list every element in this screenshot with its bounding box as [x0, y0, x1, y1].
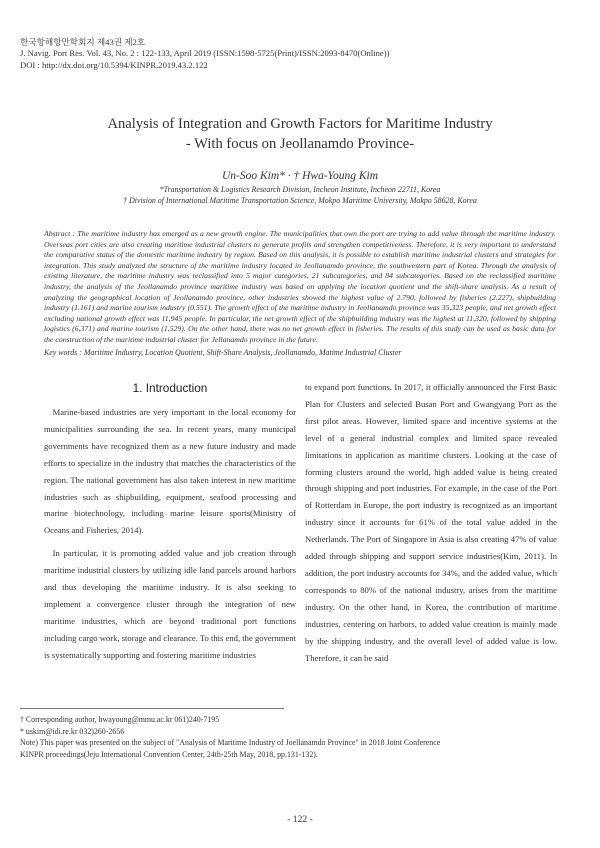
- paragraph: Marine-based industries are very important in the local economy for municipalities surrounding the sea. In recent years, many municipal governments have recognized them as a new future industry and made efforts to specialize in the industry that matches the characteristics of the region. The national government has also taken interest in new maritime industries such as shipbuilding, equipment, seafood processing and marine biotechnology, including marine leisure sports(Ministry of Oceans and Fisheries, 2014).: [44, 407, 296, 536]
- footnote-coauthor: * uskim@idi.re.kr 032)260-2656: [20, 726, 125, 736]
- right-column: [305, 379, 557, 666]
- keywords: Key words : Maritime Industry, Location Quotient, Shift-Share Analysis, Jeollanamdo, Matime Industrial Cluster: [44, 348, 402, 357]
- affiliations: [0, 184, 600, 206]
- paragraph: to expand port functions. In 2017, it officially announced the First Basic Plan for Clusters and selected Busan Port and Gwangyang Port as the first pilot areas. However, limited space and incentive systems at the level of a general industrial complex and limited space revealed limitations in application as maritime clusters. Looking at the case of forming clusters around the world, high added value is being created through shipping and port industries. For example, in the case of the Port of Rotterdam in Europe, the port industry is recognized as an important industry since it accounts for 61% of the total value added in the Netherlands. The Port of Singapore in Asia is also creating 47% of value added through shipping and support service industries(Kim, 2011). In addition, the port industry accounts for 34%, and the added value, which corresponds to 80% of the national industry, arises from the maritime industry. On the other hand, in Korea, the contribution of maritime industries, centering on harbors, to added value creation is mainly made by the shipping industry, and the overall level of added value is low. Therefore, it can be said: [305, 382, 557, 663]
- journal-header: [20, 37, 389, 71]
- footnote-note-cont: KINPR proceedings(Jeju International Convention Center, 24th-25th May, 2018, pp.131-132).: [20, 749, 318, 759]
- section-heading: 1. Introduction: [132, 381, 208, 395]
- title-main: Analysis of Integration and Growth Factors for Maritime Industry: [107, 116, 493, 132]
- journal-citation: J. Navig. Port Res. Vol. 43, No. 2 : 122-133, April 2019 (ISSN:1598-5725(Print)/ISSN:2093-8470(Online)): [20, 48, 390, 59]
- footnote-note: Note) This paper was presented on the subject of "Analysis of Maritime Industry of Joellanamdo Province" in 2018 Joint Conference: [20, 738, 441, 748]
- journal-name-korean: 한국항해항만학회지 제43권 제2호: [20, 37, 146, 47]
- page-number: - 122 -: [287, 814, 313, 825]
- abstract: Abstract : The maritime industry has emerged as a new growth engine. The municipalities that own the port are trying to add value through the maritime industry. Overseas port cities are also creating maritime industrial clusters to generate profits and strengthen competitiveness. Therefore, it is very important to understand the comparative status of the domestic maritime industry by region. Based on this analysis, it is possible to establish maritime industrial clusters and strategies for integration. This study analyzed the structure of the maritime industry located in Jeollanamdo province, the southwestern part of Korea. Through the analysis of existing literature, the maritime industry was reclassified into 5 major categories, 21 subcategories, and 84 subcategories. Based on the reclassified maritime industry, the analysis of the Jeollanamdo province maritime industry was based on applying the location quotient and the shift-share analysis. As a result of analyzing the geographical location of Jeollanamdo province, other industries showed the highest value of 2.790, followed by fisheries (2.227), shipbuilding industry (1.161) and marine tourism industry (0.551). The growth effect of the maritime industry in Jeollanamdo province was 35,323 people, and net growth effect excluding national growth effect was 11,945 people. In particular, the net growth effect of the shipbuilding industry was the highest at 11,320, followed by shipping logistics (6,371) and marine tourism (1,529). On the other hand, there was no net growth effect in fisheries. The results of this study can be used as basic data for the construction of the maritime industrial cluster for Jellanamdo province in the future.: [44, 229, 556, 344]
- left-column: [44, 404, 296, 664]
- footnote-divider: [20, 708, 284, 709]
- paragraph: In particular, it is promoting added value and job creation through maritime industrial clusters by utilizing idle land parcels around harbors and thus developing the maritime industry. It is also seeking to implement a convergence cluster through the integration of new maritime industries, which are beyond traditional port functions including cargo work, storage and clearance. To this end, the government is systematically supporting and fostering maritime industries: [44, 548, 296, 660]
- paper-title: [0, 114, 600, 154]
- footnote-corresponding: † Corresponding author, hwayoung@mmu.ac.kr 061)240-7195: [20, 715, 220, 724]
- affiliation-2: † Division of International Maritime Transportation Science, Mokpo Maritime University, Mokpo 58628, Korea: [123, 196, 477, 205]
- doi-line: DOI : http://dx.doi.org/10.5394/KINPR.2019.43.2.122: [20, 59, 208, 70]
- author-list: Un-Soo Kim* · † Hwa-Young Kim: [221, 170, 379, 182]
- title-subtitle: - With focus on Jeollanamdo Province-: [185, 136, 415, 152]
- affiliation-1: *Transportation & Logistics Research Division, Incheon Institute, Incheon 22711, Korea: [159, 185, 441, 194]
- footnotes: [20, 714, 580, 760]
